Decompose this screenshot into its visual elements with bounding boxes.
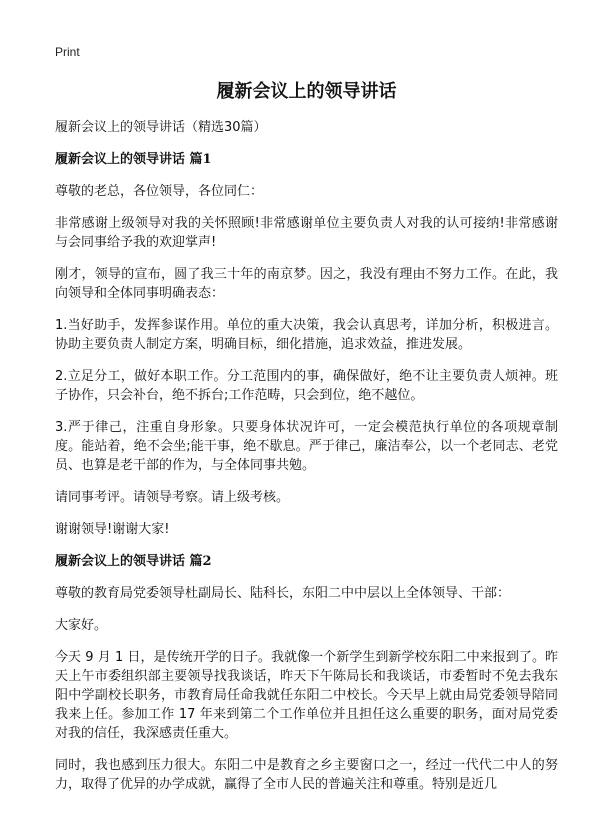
paragraph: 大家好。 — [55, 618, 108, 633]
paragraph: 1.当好助手，发挥参谋作用。单位的重大决策，我会认真思考，详加分析，积极进言。协助主要负责人制定方案，明确目标，细化措施，追求效益，推进发展。 — [55, 318, 558, 352]
paragraph: 刚才，领导的宣布，圆了我三十年的南京梦。因之，我没有理由不努力工作。在此，我向领导和全体同事明确表态： — [55, 267, 558, 301]
paragraph: 请同事考评。请领导考察。请上级考核。 — [55, 490, 290, 505]
paragraph: 今天 9 月 1 日，是传统开学的日子。我就像一个新学生到新学校东阳二中来报到了。昨天上午市委组织部主要领导找我谈话，昨天下午陈局长和我谈话，市委暂时不免去我东阳中学副校长职务，市教育局任命我就任东阳二中校长。今天早上就由局党委领导陪同我来上任。参加工作 17 年来到第二个工作单位并且担任这么重要的职务，面对局党委对我的信任，我深感责任重大。 — [55, 650, 558, 741]
print-label: Print — [55, 45, 80, 59]
paragraph: 同时，我也感到压力很大。东阳二中是教育之乡主要窗口之一，经过一代代二中人的努力，取得了优异的办学成就，赢得了全市人民的普遍关注和尊重。特别是近几 — [55, 758, 558, 792]
section-heading: 履新会议上的领导讲话 篇2 — [55, 554, 212, 569]
section-2 — [55, 552, 558, 794]
paragraph: 尊敬的老总，各位领导，各位同仁： — [55, 184, 264, 199]
document-subtitle: 履新会议上的领导讲话（精选30篇） — [55, 120, 267, 135]
document-title: 履新会议上的领导讲话 — [216, 81, 397, 102]
paragraph: 2.立足分工，做好本职工作。分工范围内的事，确保做好，绝不让主要负责人烦神。班子协作，只会补台，绝不拆台;工作范畴，只会到位，绝不越位。 — [55, 369, 558, 403]
section-1 — [55, 150, 558, 539]
section-heading: 履新会议上的领导讲话 篇1 — [55, 152, 212, 167]
paragraph: 谢谢领导!谢谢大家! — [55, 522, 170, 537]
paragraph: 非常感谢上级领导对我的关怀照顾!非常感谢单位主要负责人对我的认可接纳!非常感谢与会同事给予我的欢迎掌声! — [55, 216, 558, 250]
paragraph: 3.严于律己，注重自身形象。只要身体状况许可，一定会模范执行单位的各项规章制度。能站着，绝不会坐;能干事，绝不歇息。严于律己，廉洁奉公，以一个老同志、老党员、也算是老干部的作为，与全体同事共勉。 — [55, 420, 558, 473]
paragraph: 尊敬的教育局党委领导杜副局长、陆科长，东阳二中中层以上全体领导、干部： — [55, 586, 511, 601]
